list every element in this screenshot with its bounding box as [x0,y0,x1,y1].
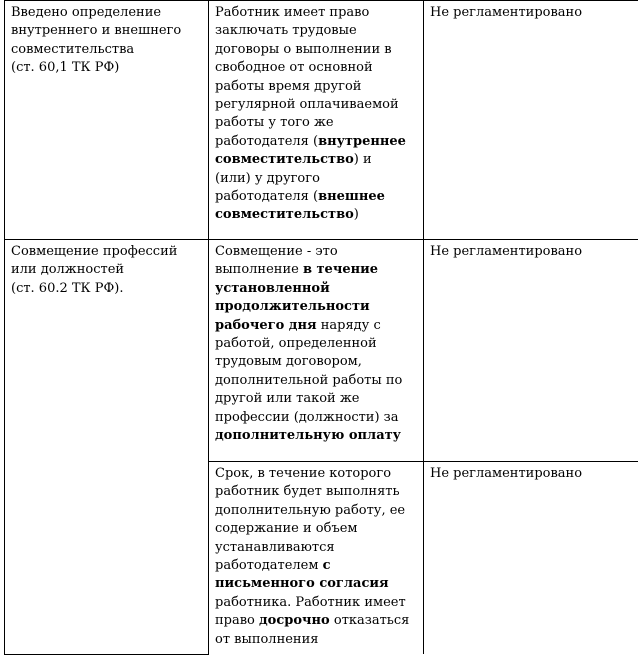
table-cell-norm: Совмещение профессий или должностей (ст. 60.2 ТК РФ). [5,240,209,655]
table-row [5,240,638,462]
comparison-table [4,0,638,655]
table-cell-norm: Введено определение внутреннего и внешнего совместительства (ст. 60,1 ТК РФ) [5,1,209,240]
table-cell-status: Не регламентировано [424,1,638,240]
table-cell-description: Работник имеет право заключать трудовые договоры о выполнении в свободное от основной работы время другой регулярной оплачиваемой работы у того же работодателя (внутреннее совместительство) и (или) у другого работодателя (внешнее совместительство) [209,1,424,240]
table-cell-description: Срок, в течение которого работник будет выполнять дополнительную работу, ее содержание и объем устанавливаются работодателем с письменного согласия работника. Работник имеет право досрочно отказаться от выполнения [209,462,424,655]
table-cell-description: Совмещение - это выполнение в течение установленной продолжительности рабочего дня наряду с работой, определенной трудовым договором, дополнительной работы по другой или такой же профессии (должности) за дополнительную оплату [209,240,424,462]
table-row [5,1,638,240]
table-cell-status: Не регламентировано [424,240,638,462]
table-cell-status: Не регламентировано [424,462,638,655]
